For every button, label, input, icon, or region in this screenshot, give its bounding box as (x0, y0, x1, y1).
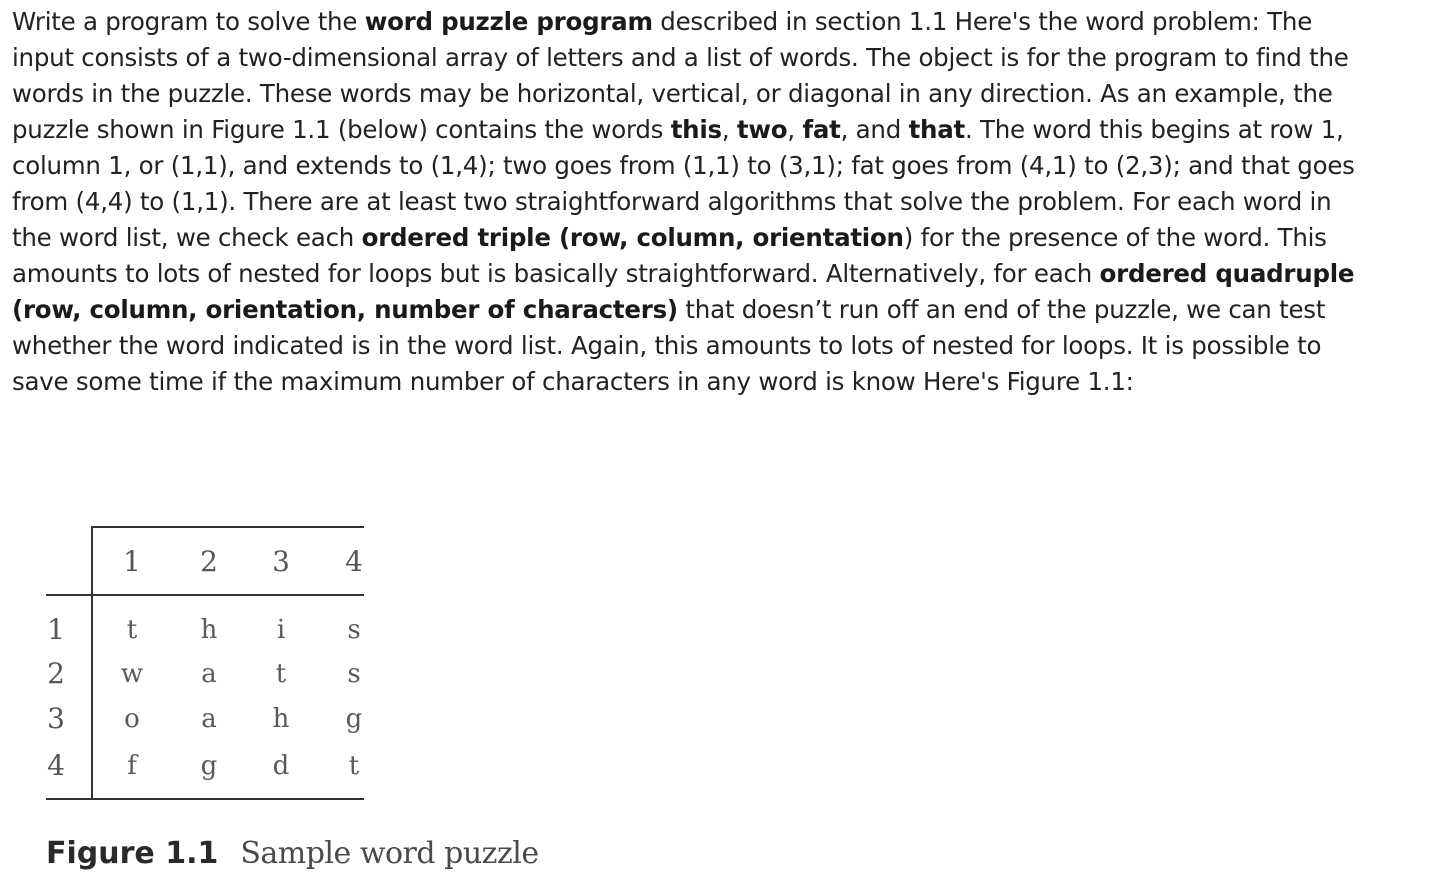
question-segment: ) for the presence of the word. This amounts to lots of nested for loops but is basically straightforward. Alternatively, for each (12, 223, 1327, 288)
figure-word-puzzle (46, 524, 539, 876)
grid-cell: h (200, 615, 218, 645)
grid-cell: g (200, 751, 218, 781)
row-header: 1 (47, 613, 65, 646)
grid-cell: t (126, 615, 138, 645)
row-header: 4 (47, 749, 65, 782)
row-header: 2 (47, 657, 65, 690)
grid-cell: d (272, 751, 290, 781)
puzzle-table (46, 524, 364, 800)
question-segment: , (721, 115, 737, 144)
grid-cell: i (276, 615, 286, 645)
column-header: 3 (272, 545, 290, 578)
column-header: 1 (123, 545, 141, 578)
grid-cell: t (348, 751, 360, 781)
question-segment: described in section 1.1 Here's the word problem: The input consists of a two-dimensional array of letters and a list of words. The object is for the program to find the words in the puzzle. These words may be horizontal, vertical, or diagonal in any direction. As an example, the puzzle shown in Figure 1.1 (below) contains the words (12, 7, 1349, 144)
question-bold-term: word puzzle program (364, 7, 653, 36)
question-bold-term: ordered triple (row, column, orientation (361, 223, 904, 252)
question-bold-term: two (736, 115, 788, 144)
grid-cell: a (201, 704, 217, 734)
column-header: 2 (200, 545, 218, 578)
question-segment: , (787, 115, 803, 144)
question-segment: . The word this begins at row 1, column 1, or (1,1), and extends to (1,4); two goes from (1,1) to (3,1); fat goes from (4,1) to (2,3); and that goes from (4,4) to (1,1). There are at least two straightforward algorithms that solve the problem. For each word in the word list, we check each (12, 115, 1355, 252)
question-segment: that doesn’t run off an end of the puzzle, we can test whether the word indicated is in the word list. Again, this amounts to lots of nested for loops. It is possible to save some time if the maximum number of characters in any word is know Here's Figure 1.1: (12, 295, 1326, 396)
table-vertical-rule (91, 526, 93, 800)
question-bold-term: that (908, 115, 965, 144)
grid-cell: g (345, 704, 363, 734)
column-header: 4 (345, 545, 363, 578)
row-header: 3 (47, 702, 65, 735)
figure-caption-label: Figure 1.1 (46, 836, 219, 871)
grid-cell: f (127, 751, 137, 781)
question-bold-term: fat (802, 115, 841, 144)
figure-caption-text: Sample word puzzle (240, 836, 539, 871)
grid-cell: s (347, 615, 361, 645)
grid-cell: o (124, 704, 140, 734)
question-segment: , and (840, 115, 909, 144)
grid-cell: s (347, 659, 361, 689)
table-top-rule (92, 526, 364, 528)
table-header-rule (46, 594, 364, 596)
grid-cell: a (201, 659, 217, 689)
grid-cell: t (275, 659, 287, 689)
question-segment: Write a program to solve the (12, 7, 365, 36)
question-text (12, 4, 1372, 400)
question-bold-term: ordered quadruple (row, column, orientation, number of characters) (12, 259, 1355, 324)
grid-cell: w (120, 659, 144, 689)
grid-cell: h (272, 704, 290, 734)
question-bold-term: this (670, 115, 722, 144)
table-bottom-rule (46, 798, 364, 800)
figure-caption (46, 832, 539, 874)
